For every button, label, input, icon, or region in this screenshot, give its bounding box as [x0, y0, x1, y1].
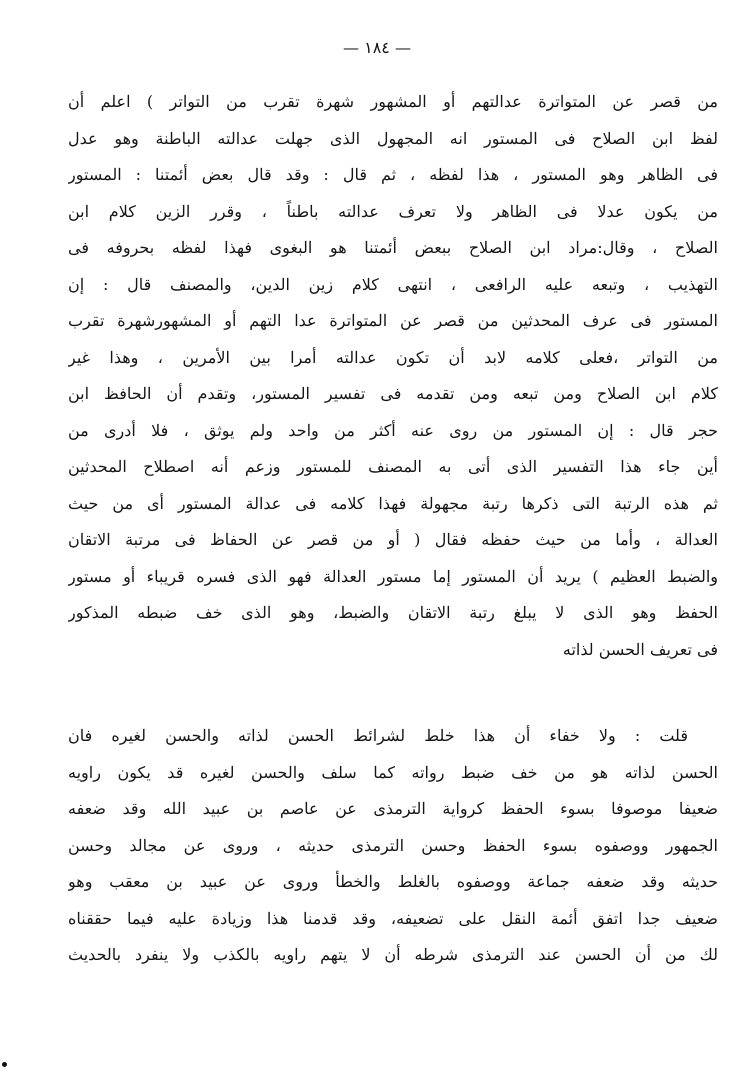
text-line: من قصر عن المتواترة عدالتهم أو المشهور شهرة تقرب من التواتر ) اعلم أن — [68, 92, 718, 111]
paragraph-1 — [68, 84, 718, 668]
scan-mark — [2, 1062, 7, 1067]
paragraph-2 — [68, 718, 718, 974]
text-line: الحفظ وهو الذى لا يبلغ رتبة الاتقان والضبط، وهو الذى خف ضبطه المذكور — [68, 603, 718, 622]
text-line: العدالة ، وأما من حيث حفظه فقال ( أو من قصر عن الحفاظ فى مرتبة الاتقان — [68, 530, 718, 549]
text-line: التهذيب ، وتبعه عليه الرافعى ، انتهى كلام زين الدين، والمصنف قال : إن — [68, 274, 718, 294]
text-line: كلام ابن الصلاح ومن تبعه ومن تقدمه فى تفسير المستور، وتقدم أن الحافظ ابن — [68, 384, 718, 403]
text-line: أين جاء هذا التفسير الذى أتى به المصنف للمستور وزعم أنه اصطلاح المحدثين — [68, 457, 718, 476]
text-line: قلت : ولا خفاء أن هذا خلط لشرائط الحسن لذاته والحسن لغيره فان — [68, 726, 688, 745]
text-line: ضعيف جدا اتفق أئمة النقل على تضعيفه، وقد قدمنا هذا وزيادة عليه فيما حققناه — [68, 908, 718, 928]
text-line: الصلاح ، وقال:مراد ابن الصلاح ببعض أئمتنا هو البغوى فهذا لفظه بحروفه فى — [68, 238, 718, 257]
text-line: حجر قال : إن المستور من روى عنه أكثر من واحد ولم يوثق ، فلا أدرى من — [68, 420, 718, 440]
page-number: — ١٨٤ — — [343, 38, 411, 57]
text-line: الحسن لذاته هو من خف ضبط رواته كما سلف والحسن لغيره قد يكون راويه — [68, 762, 718, 782]
text-line: لفظ ابن الصلاح فى المستور انه المجهول الذى جهلت عدالته الباطنة وهو عدل — [68, 128, 718, 148]
text-line: والضبط العظيم ) يريد أن المستور إما مستور العدالة فهو الذى فسره قريباء أو مستور — [68, 566, 718, 586]
text-line: من التواتر ،فعلى كلامه لابد أن تكون عدالته أمرا بين الأمرين ، وهذا غير — [68, 347, 718, 367]
text-line: حديثه وقد ضعفه جماعة ووصفوه بالغلط والخطأ وروى عن عبيد بن معقب وهو — [68, 872, 718, 891]
text-line: من يكون عدلا فى الظاهر ولا تعرف عدالته باطناً ، وقرر الزين كلام ابن — [68, 201, 718, 221]
text-line: ثم هذه الرتبة التى ذكرها رتبة مجهولة فهذا كلامه فى عدالة المستور أى من حيث — [68, 493, 718, 513]
text-line: الجمهور ووصفوه بسوء الحفظ وحسن الترمذى حديثه ، وروى عن مجالد وحسن — [68, 835, 718, 855]
text-line: فى تعريف الحسن لذاته — [562, 639, 718, 659]
text-line: ضعيفا موصوفا بسوء الحفظ كرواية الترمذى عن عاصم بن عبيد الله وقد ضعفه — [68, 799, 718, 818]
text-line: فى الظاهر وهو المستور ، هذا لفظه ، ثم قال : وقد قال بعض أئمتنا : المستور — [68, 165, 718, 184]
text-line: المستور فى عرف المحدثين من قصر عن المتواترة عدا التهم أو المشهورشهرة تقرب — [68, 311, 718, 330]
text-line: لك من أن الحسن عند الترمذى شرطه أن لا يتهم راويه بالكذب ولا ينفرد بالحديث — [68, 945, 718, 964]
